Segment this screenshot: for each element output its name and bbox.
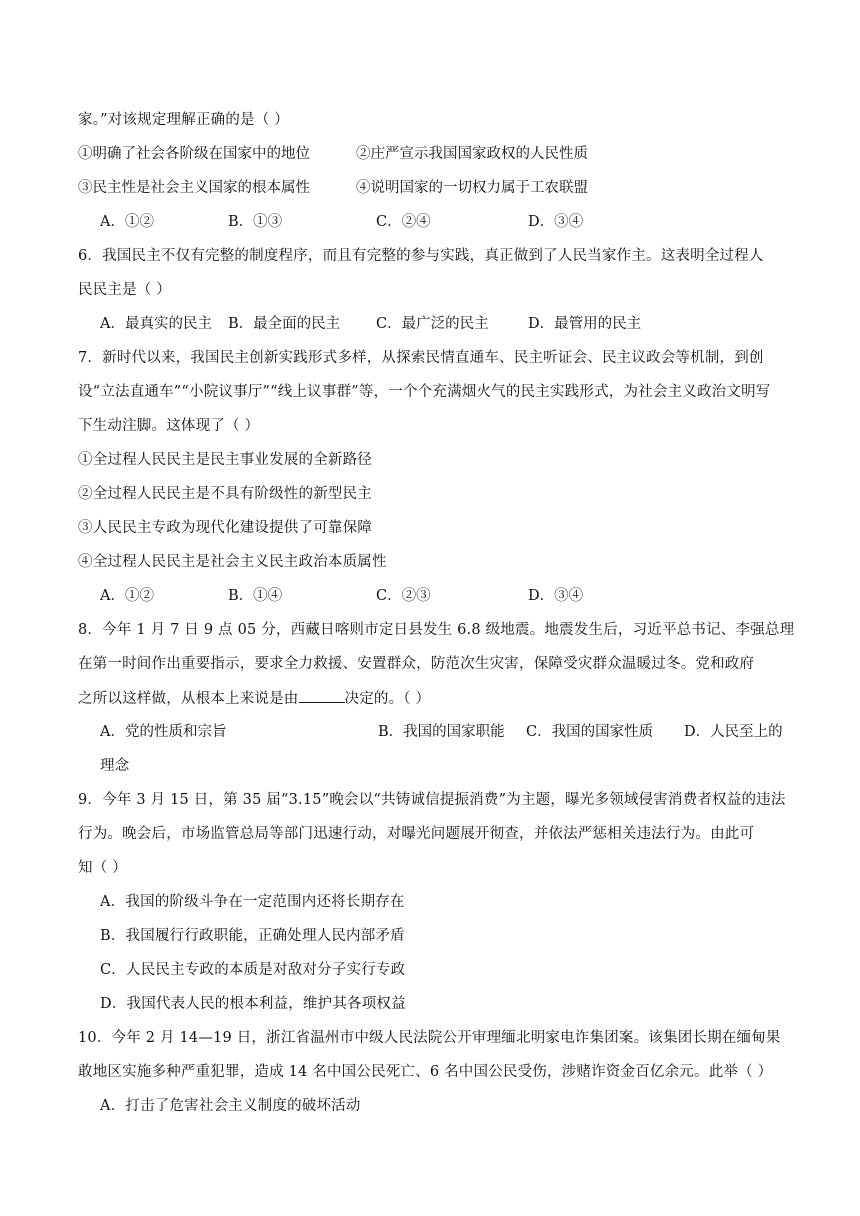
q7-item-3: ③人民民主专政为现代化建设提供了可靠保障 <box>78 520 372 536</box>
q8-stem-line-3 <box>78 688 430 709</box>
q8-option-b[interactable]: B．我国的国家职能 <box>378 724 505 740</box>
q5-item-3: ③民主性是社会主义国家的根本属性 <box>78 180 310 196</box>
q10-stem-line-1: 10．今年 2 月 14—19 日，浙江省温州市中级人民法院公开审理缅北明家电诈集团案。该集团长期在缅甸果 <box>78 1030 781 1046</box>
q8-fill-blank <box>299 688 345 703</box>
q7-stem-line-2: 设“立法直通车”“小院议事厅”“线上议事群”等，一个个充满烟火气的民主实践形式，为社会主义政治文明写 <box>78 384 771 400</box>
q5-items-row2 <box>78 178 778 198</box>
q8-option-d[interactable]: D．人民至上的 <box>684 724 783 740</box>
q7-stem-line-3: 下生动注脚。这体现了（ ） <box>78 418 260 434</box>
q5-stem-tail: 家。”对该规定理解正确的是（ ） <box>78 112 289 128</box>
q7-options <box>100 586 800 606</box>
q5-options <box>100 212 800 232</box>
q9-option-c[interactable]: C．人民民主专政的本质是对敌对分子实行专政 <box>100 962 406 978</box>
q8-option-d-continued: 理念 <box>100 758 130 774</box>
q5-option-c[interactable]: C．②④ <box>376 214 431 230</box>
q7-option-b[interactable]: B．①④ <box>228 588 283 604</box>
q8-stem-line-1: 8．今年 1 月 7 日 9 点 05 分，西藏日喀则市定日县发生 6.8 级地震。地震发生后，习近平总书记、李强总理 <box>78 622 795 638</box>
q10-option-a[interactable]: A．打击了危害社会主义制度的破坏活动 <box>100 1098 361 1114</box>
q6-options <box>100 314 800 334</box>
q5-items-row1 <box>78 144 778 164</box>
q9-option-d[interactable]: D．我国代表人民的根本利益，维护其各项权益 <box>100 996 406 1012</box>
q6-option-c[interactable]: C．最广泛的民主 <box>376 316 489 332</box>
q5-item-1: ①明确了社会各阶级在国家中的地位 <box>78 146 310 162</box>
q5-item-2: ②庄严宣示我国国家政权的人民性质 <box>356 146 588 162</box>
q9-stem-line-2: 行为。晚会后，市场监管总局等部门迅速行动，对曝光问题展开彻查，并依法严惩相关违法行为。由此可 <box>78 826 755 842</box>
q8-option-c[interactable]: C．我国的国家性质 <box>526 724 654 740</box>
q8-stem-line-2: 在第一时间作出重要指示，要求全力救援、安置群众，防范次生灾害，保障受灾群众温暖过冬。党和政府 <box>78 656 755 672</box>
q9-option-b[interactable]: B．我国履行行政职能，正确处理人民内部矛盾 <box>100 928 405 944</box>
q6-option-d[interactable]: D．最管用的民主 <box>528 316 642 332</box>
q7-option-c[interactable]: C．②③ <box>376 588 431 604</box>
q6-option-b[interactable]: B．最全面的民主 <box>228 316 341 332</box>
q9-option-a[interactable]: A．我国的阶级斗争在一定范围内还将长期存在 <box>100 894 405 910</box>
q5-option-d[interactable]: D．③④ <box>528 214 584 230</box>
q5-item-4: ④说明国家的一切权力属于工农联盟 <box>356 180 588 196</box>
q7-item-2: ②全过程人民民主是不具有阶级性的新型民主 <box>78 486 372 502</box>
q7-item-4: ④全过程人民民主是社会主义民主政治本质属性 <box>78 554 387 570</box>
q7-item-1: ①全过程人民民主是民主事业发展的全新路径 <box>78 452 372 468</box>
q8-stem-line-3-post: 决定的。（ ） <box>344 691 431 707</box>
q7-stem-line-1: 7．新时代以来，我国民主创新实践形式多样，从探索民情直通车、民主听证会、民主议政会等机制，到创 <box>78 350 764 366</box>
q7-option-a[interactable]: A．①② <box>100 588 154 604</box>
q6-stem-line-1: 6．我国民主不仅有完整的制度程序，而且有完整的参与实践，真正做到了人民当家作主。这表明全过程人 <box>78 248 764 264</box>
q6-option-a[interactable]: A．最真实的民主 <box>100 316 212 332</box>
q8-options <box>100 722 790 742</box>
q9-stem-line-1: 9．今年 3 月 15 日，第 35 届“3.15”晚会以“共铸诚信提振消费”为主题，曝光多领域侵害消费者权益的违法 <box>78 792 786 808</box>
q10-stem-line-2: 敢地区实施多种严重犯罪，造成 14 名中国公民死亡、6 名中国公民受伤，涉赌诈资金百亿余元。此举（ ） <box>78 1064 773 1080</box>
q6-stem-line-2: 民民主是（ ） <box>78 282 172 298</box>
q7-option-d[interactable]: D．③④ <box>528 588 584 604</box>
q5-option-a[interactable]: A．①② <box>100 214 154 230</box>
q8-option-a[interactable]: A．党的性质和宗旨 <box>100 724 227 740</box>
q5-option-b[interactable]: B．①③ <box>228 214 283 230</box>
q9-stem-line-3: 知（ ） <box>78 860 127 876</box>
q8-stem-line-3-pre: 之所以这样做，从根本上来说是由 <box>78 691 299 707</box>
